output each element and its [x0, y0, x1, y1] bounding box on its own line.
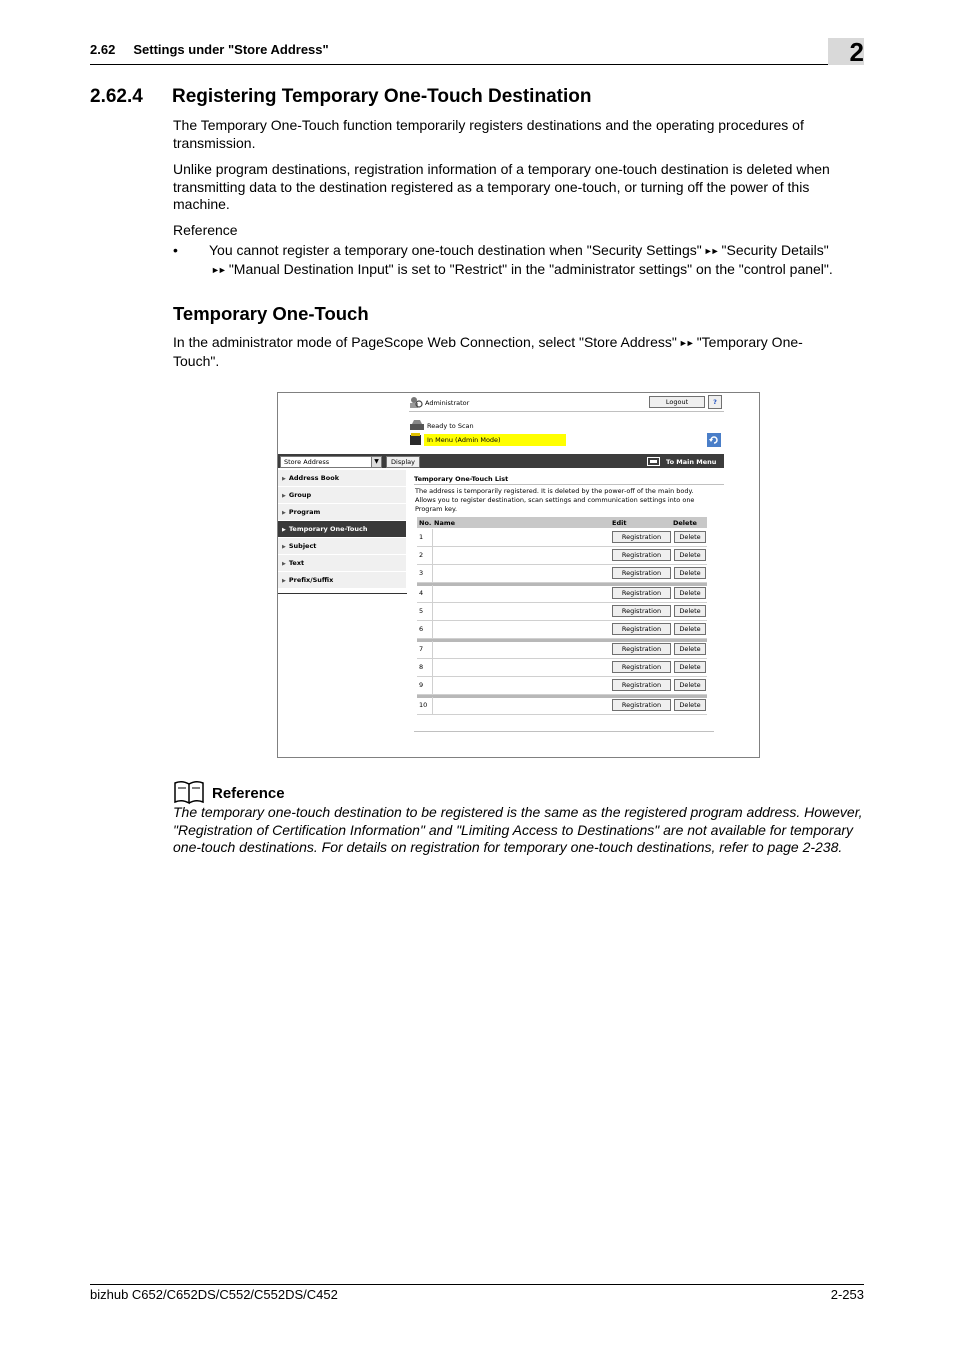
triangle-icon: ▶: [282, 510, 286, 516]
nav-label: Prefix/Suffix: [288, 576, 334, 584]
triangle-icon: ▶: [282, 544, 286, 550]
table-row: [417, 603, 707, 621]
nav-label: Program: [288, 508, 321, 516]
chapter-number: 2: [849, 37, 864, 67]
registration-button[interactable]: Registration: [612, 587, 671, 599]
triangle-icon: ▶: [282, 493, 286, 499]
delete-button[interactable]: Delete: [674, 605, 706, 617]
list-description-1: The address is temporarily registered. It is deleted by the power-off of the main body.: [415, 487, 694, 495]
web-connection-screenshot: [277, 392, 760, 758]
nav-item-text[interactable]: [278, 555, 406, 572]
section-title: Registering Temporary One-Touch Destination: [172, 86, 592, 107]
nav-label: Group: [288, 491, 312, 499]
row-name-cell: [432, 603, 610, 620]
col-name: Name: [434, 519, 456, 527]
list-description-3: Program key.: [415, 505, 458, 513]
deletion-paragraph: Unlike program destinations, registration information of a temporary one-touch destination is deleted when transmitting data to the destination registered as a temporary one-touch, or turning off the power of this machine.: [173, 161, 830, 213]
delete-button[interactable]: Delete: [674, 623, 706, 635]
registration-button[interactable]: Registration: [612, 531, 671, 543]
delete-button[interactable]: Delete: [674, 679, 706, 691]
arrow-icon: ►►: [678, 338, 693, 348]
table-row: [417, 529, 707, 547]
header-rule: [90, 64, 864, 65]
row-number: 5: [419, 607, 424, 615]
row-name-cell: [432, 565, 610, 582]
table-row: [417, 621, 707, 639]
triangle-icon: ▶: [282, 561, 286, 567]
delete-button[interactable]: Delete: [674, 549, 706, 561]
nav-item-group[interactable]: [278, 487, 406, 504]
menu-icon: [647, 457, 660, 466]
registration-button[interactable]: Registration: [612, 623, 671, 635]
nav-label: Address Book: [288, 474, 340, 482]
delete-button[interactable]: Delete: [674, 587, 706, 599]
subsection-text: [173, 334, 843, 370]
table-row: [417, 641, 707, 659]
delete-button[interactable]: Delete: [674, 699, 706, 711]
triangle-icon: ▶: [282, 578, 286, 584]
row-number: 1: [419, 533, 424, 541]
row-name-cell: [432, 585, 610, 602]
nav-item-temporary-one-touch[interactable]: [278, 521, 406, 538]
admin-label: Administrator: [425, 399, 470, 407]
delete-button[interactable]: Delete: [674, 661, 706, 673]
nav-item-subject[interactable]: [278, 538, 406, 555]
subsection-text-part-1: In the administrator mode of PageScope Web Connection, select "Store Address": [173, 334, 677, 350]
footer-rule: [414, 731, 714, 732]
admin-rule: [409, 411, 724, 412]
running-header: 2.62 Settings under "Store Address": [90, 42, 329, 57]
registration-button[interactable]: Registration: [612, 605, 671, 617]
section-number: 2.62.4: [90, 86, 143, 107]
refresh-icon[interactable]: [707, 433, 721, 447]
row-number: 4: [419, 589, 424, 597]
nav-item-prefix-suffix[interactable]: [278, 572, 406, 589]
footer-rule: [90, 1284, 864, 1285]
row-name-cell: [432, 547, 610, 564]
table-row: [417, 677, 707, 695]
list-title: Temporary One-Touch List: [414, 475, 509, 483]
arrow-icon: ►►: [703, 246, 718, 256]
nav-label: Temporary One-Touch: [288, 525, 368, 533]
reference-title: Reference: [212, 785, 285, 802]
row-name-cell: [432, 621, 610, 638]
help-button[interactable]: ?: [708, 395, 722, 409]
chevron-down-icon: ▼: [371, 457, 381, 467]
delete-button[interactable]: Delete: [674, 643, 706, 655]
nav-item-address-book[interactable]: [278, 470, 406, 487]
arrow-icon: ►►: [211, 264, 225, 275]
table-row: [417, 697, 707, 715]
page-number: 2-253: [830, 1287, 864, 1302]
bullet-part-1: You cannot register a temporary one-touch destination when "Security Settings": [209, 242, 702, 258]
bullet-icon: •: [173, 242, 178, 258]
main-menu-link[interactable]: To Main Menu: [666, 458, 717, 466]
status-admin-mode: In Menu (Admin Mode): [427, 436, 501, 444]
store-address-select[interactable]: [280, 456, 382, 468]
list-description-2: Allows you to register destination, scan settings and communication settings into one: [415, 496, 695, 504]
row-number: 6: [419, 625, 424, 633]
section-heading: [90, 86, 591, 108]
intro-paragraph: The Temporary One-Touch function temporarily registers destinations and the operating procedures of transmission.: [173, 117, 804, 151]
nav-item-program[interactable]: [278, 504, 406, 521]
nav-label: Subject: [288, 542, 317, 550]
logout-button[interactable]: Logout: [649, 396, 705, 408]
admin-icon: [409, 396, 423, 409]
delete-button[interactable]: Delete: [674, 531, 706, 543]
row-name-cell: [432, 697, 610, 714]
bullet-part-3: "Manual Destination Input" is set to "Restrict" in the "administrator settings" on the "control panel".: [228, 260, 833, 277]
bullet-part-2: "Security Details": [721, 242, 829, 258]
registration-button[interactable]: Registration: [612, 699, 671, 711]
machine-icon: [409, 433, 423, 446]
row-number: 3: [419, 569, 424, 577]
subsection-heading: Temporary One-Touch: [173, 303, 369, 324]
table-row: [417, 585, 707, 603]
col-delete: Delete: [673, 519, 697, 527]
row-name-cell: [432, 677, 610, 694]
scanner-icon: [409, 420, 425, 431]
table-row: [417, 565, 707, 583]
status-ready: Ready to Scan: [427, 422, 474, 430]
table-row: [417, 547, 707, 565]
registration-button[interactable]: Registration: [612, 679, 671, 691]
col-edit: Edit: [612, 519, 627, 527]
nav-bottom-rule: [278, 593, 407, 594]
select-value: Store Address: [284, 458, 330, 466]
row-number: 8: [419, 663, 424, 671]
registration-button[interactable]: Registration: [612, 549, 671, 561]
reference-label: Reference: [173, 222, 238, 238]
book-icon: [173, 779, 207, 805]
title-rule: [414, 484, 724, 485]
row-number: 10: [419, 701, 428, 709]
row-name-cell: [432, 641, 610, 658]
nav-label: Text: [288, 559, 305, 567]
registration-button[interactable]: Registration: [612, 643, 671, 655]
triangle-icon: ▶: [282, 527, 286, 533]
row-number: 7: [419, 645, 424, 653]
table-header: [417, 517, 707, 528]
footer-product: bizhub C652/C652DS/C552/C552DS/C452: [90, 1287, 338, 1302]
registration-button[interactable]: Registration: [612, 567, 671, 579]
row-name-cell: [432, 529, 610, 546]
registration-button[interactable]: Registration: [612, 661, 671, 673]
row-name-cell: [432, 659, 610, 676]
bullet-text: [209, 242, 869, 279]
table-row: [417, 659, 707, 677]
row-number: 9: [419, 681, 424, 689]
row-number: 2: [419, 551, 424, 559]
triangle-icon: ▶: [282, 476, 286, 482]
delete-button[interactable]: Delete: [674, 567, 706, 579]
subsection-text-part-2: "Temporary One-Touch".: [173, 334, 803, 369]
display-button[interactable]: Display: [386, 456, 420, 468]
reference-text: The temporary one-touch destination to be registered is the same as the registered program address. However, "Registration of Certification Information" and "Limiting Access to Destinations" are not available for temporary one-touch destinations. For details on registration for temporary one-touch destinations, refer to page 2-238.: [173, 804, 863, 855]
col-no: No.: [419, 519, 432, 527]
